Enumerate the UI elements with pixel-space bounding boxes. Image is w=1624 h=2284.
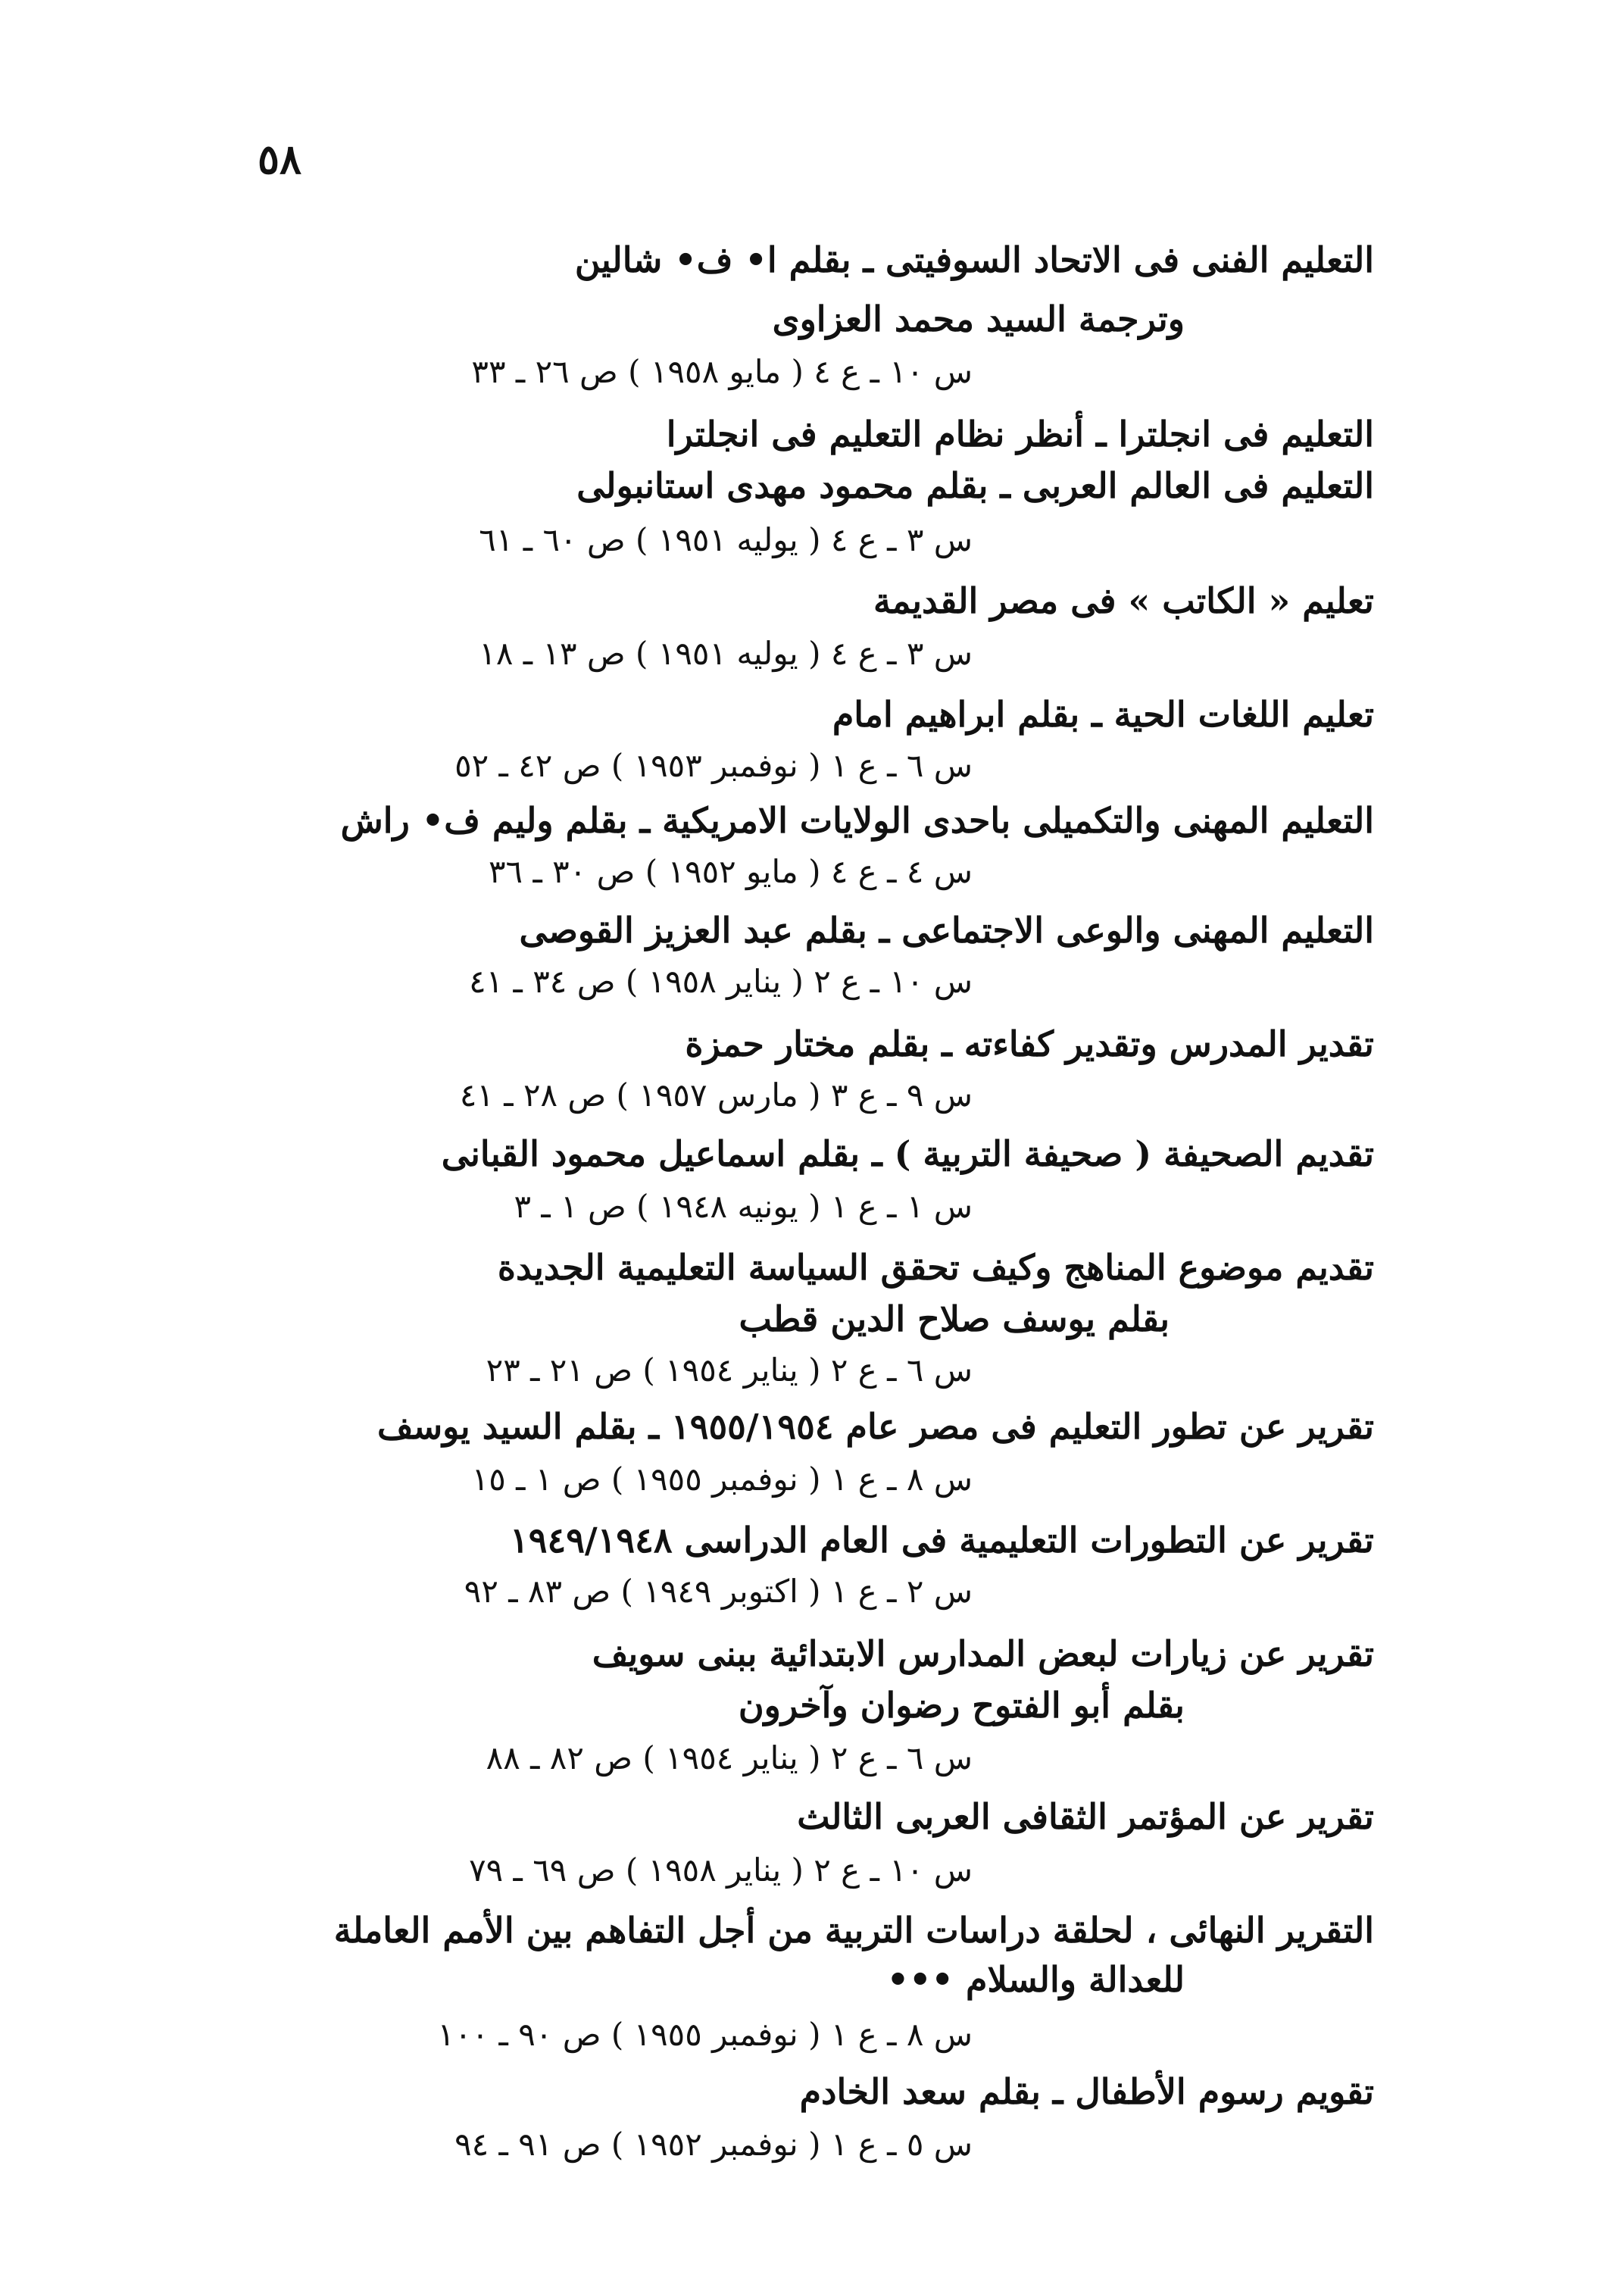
entry-reference: س ١٠ ـ ع ٤ ( مايو ١٩٥٨ ) ص ٢٦ ـ ٣٣ <box>471 353 973 390</box>
entry-reference: س ٨ ـ ع ١ ( نوفمبر ١٩٥٥ ) ص ١ ـ ١٥ <box>471 1461 973 1498</box>
entry-title: تقديم الصحيفة ( صحيفة التربية ) ـ بقلم اسماعيل محمود القبانى <box>441 1133 1374 1174</box>
entry-reference: س ٥ ـ ع ١ ( نوفمبر ١٩٥٢ ) ص ٩١ ـ ٩٤ <box>454 2126 973 2163</box>
entry-reference: س ٤ ـ ع ٤ ( مايو ١٩٥٢ ) ص ٣٠ ـ ٣٦ <box>488 853 973 890</box>
entry-reference: س ٨ ـ ع ١ ( نوفمبر ١٩٥٥ ) ص ٩٠ ـ ١٠٠ <box>437 2016 973 2053</box>
entry-title: تقرير عن تطور التعليم فى مصر عام ١٩٥٥/١٩٥٤ ـ بقلم السيد يوسف <box>376 1406 1374 1447</box>
entry-title: التعليم المهنى والوعى الاجتماعى ـ بقلم عبد العزيز القوصى <box>519 910 1374 951</box>
entry-title: تقويم رسوم الأطفال ـ بقلم سعد الخادم <box>799 2071 1374 2112</box>
entry-title: تقديم موضوع المناهج وكيف تحقق السياسة التعليمية الجديدة <box>497 1247 1374 1288</box>
entry-reference: س ٦ ـ ع ٢ ( يناير ١٩٥٤ ) ص ٢١ ـ ٢٣ <box>486 1351 973 1389</box>
entry-title: تعليم « الكاتب » فى مصر القديمة <box>873 580 1374 621</box>
entry-reference: س ٦ ـ ع ١ ( نوفمبر ١٩٥٣ ) ص ٤٢ ـ ٥٢ <box>454 747 973 784</box>
entry-title: التقرير النهائى ، لحلقة دراسات التربية من أجل التفاهم بين الأمم العاملة <box>333 1910 1374 1951</box>
entry-title: تقرير عن زيارات لبعض المدارس الابتدائية ببنى سويف <box>592 1633 1374 1674</box>
entry-title: للعدالة والسلام ••• <box>886 1959 1185 2000</box>
entry-reference: س ٢ ـ ع ١ ( اكتوبر ١٩٤٩ ) ص ٨٣ ـ ٩٢ <box>464 1573 973 1610</box>
entry-reference: س ١٠ ـ ع ٢ ( يناير ١٩٥٨ ) ص ٦٩ ـ ٧٩ <box>469 1851 973 1889</box>
entry-title: تقدير المدرس وتقدير كفاءته ـ بقلم مختار حمزة <box>685 1023 1374 1064</box>
entry-title: تقرير عن التطورات التعليمية فى العام الدراسى ١٩٤٩/١٩٤٨ <box>510 1520 1374 1561</box>
entry-title: التعليم فى العالم العربى ـ بقلم محمود مهدى استانبولى <box>576 465 1374 506</box>
entry-title: تعليم اللغات الحية ـ بقلم ابراهيم امام <box>832 694 1374 735</box>
entry-title: بقلم يوسف صلاح الدين قطب <box>739 1298 1170 1339</box>
entry-reference: س ٦ ـ ع ٢ ( يناير ١٩٥٤ ) ص ٨٢ ـ ٨٨ <box>486 1739 973 1776</box>
entry-title: وترجمة السيد محمد العزاوى <box>772 298 1185 339</box>
entry-reference: س ١٠ ـ ع ٢ ( يناير ١٩٥٨ ) ص ٣٤ ـ ٤١ <box>469 963 973 1000</box>
page-number: ٥٨ <box>258 135 302 183</box>
entry-title: التعليم المهنى والتكميلى باحدى الولايات الامريكية ـ بقلم وليم ف• راش <box>340 800 1374 841</box>
entry-reference: س ٣ ـ ع ٤ ( يوليه ١٩٥١ ) ص ١٣ ـ ١٨ <box>479 635 973 672</box>
entry-title: التعليم الفنى فى الاتحاد السوفيتى ـ بقلم ا• ف• شالين <box>574 239 1374 280</box>
entry-reference: س ٩ ـ ع ٣ ( مارس ١٩٥٧ ) ص ٢٨ ـ ٤١ <box>459 1076 973 1114</box>
entry-title: تقرير عن المؤتمر الثقافى العربى الثالث <box>797 1796 1374 1837</box>
entry-title: بقلم أبو الفتوح رضوان وآخرون <box>738 1685 1185 1726</box>
entry-reference: س ١ ـ ع ١ ( يونيه ١٩٤٨ ) ص ١ ـ ٣ <box>514 1188 973 1225</box>
entry-title: التعليم فى انجلترا ـ أنظر نظام التعليم فى انجلترا <box>666 414 1374 455</box>
entry-reference: س ٣ ـ ع ٤ ( يوليه ١٩٥١ ) ص ٦٠ ـ ٦١ <box>479 521 973 558</box>
